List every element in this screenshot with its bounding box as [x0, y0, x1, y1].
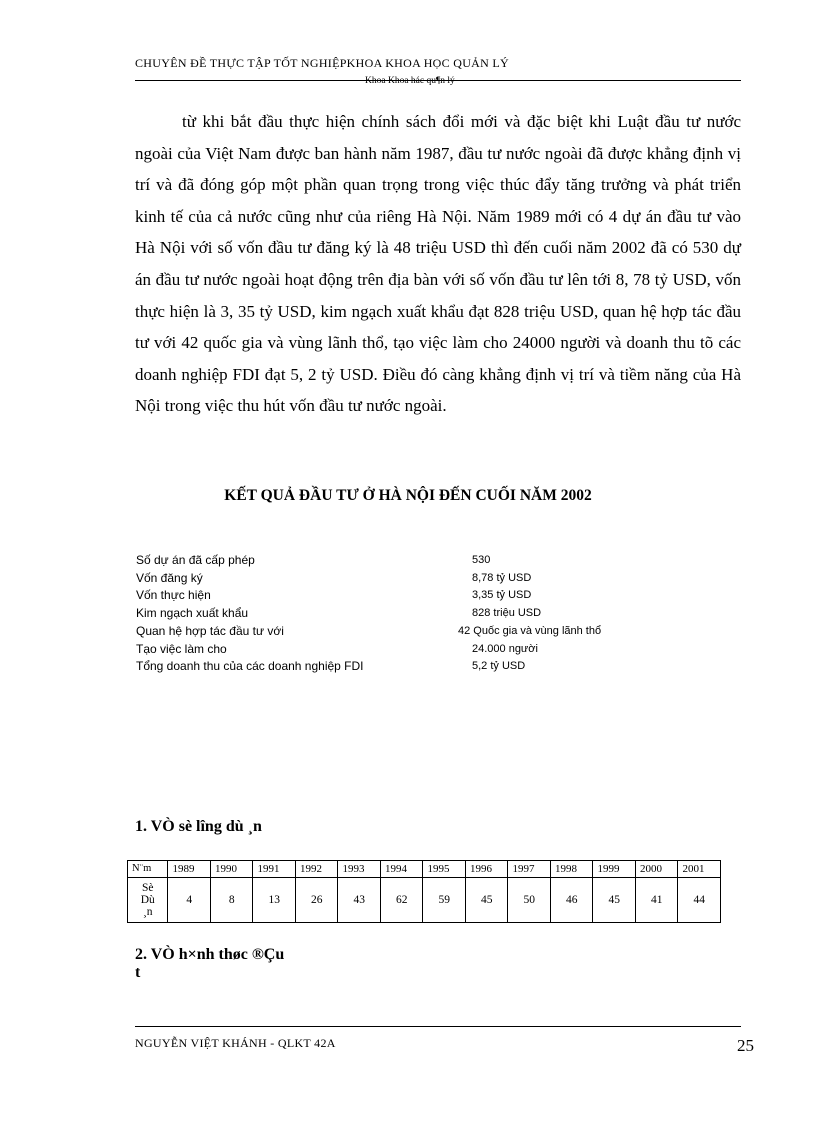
count-cell: 43	[338, 878, 381, 923]
count-cell: 26	[295, 878, 338, 923]
heading-project-count: 1. VÒ sè lîng dù ¸n	[135, 818, 262, 835]
year-cell: 1998	[550, 861, 593, 878]
footer-author: NGUYỄN VIỆT KHÁNH - QLKT 42A	[135, 1036, 336, 1050]
year-cell: 2000	[635, 861, 678, 878]
count-cell: 50	[508, 878, 551, 923]
count-header-line: ¸n	[142, 906, 153, 918]
results-row	[136, 605, 601, 623]
results-row	[136, 587, 601, 605]
count-cell: 46	[550, 878, 593, 923]
result-label: Số dự án đã cấp phép	[136, 553, 255, 567]
count-cell: 45	[593, 878, 636, 923]
projects-by-year-table	[127, 860, 721, 923]
count-header-line: Dù	[140, 894, 155, 906]
results-row	[136, 658, 601, 676]
count-row	[128, 878, 721, 923]
count-cell: 45	[465, 878, 508, 923]
year-cell: 1999	[593, 861, 636, 878]
result-value: 3,35 tỷ USD	[472, 589, 532, 602]
result-value: 828 triệu USD	[472, 607, 542, 620]
count-cell: 13	[253, 878, 296, 923]
year-row	[128, 861, 721, 878]
header-divider	[135, 80, 741, 81]
year-cell: 1996	[465, 861, 508, 878]
count-cell: 41	[635, 878, 678, 923]
result-value: 42 Quốc gia và vùng lãnh thổ	[458, 624, 602, 637]
result-label: Quan hệ hợp tác đầu tư với	[136, 623, 284, 638]
result-label: Vốn thực hiện	[136, 588, 211, 603]
result-value: 8,78 tỷ USD	[472, 571, 532, 584]
result-label: Tạo việc làm cho	[136, 641, 227, 656]
year-cell: 2001	[678, 861, 721, 878]
result-value: 530	[472, 554, 491, 566]
year-header-cell: N¨m	[128, 861, 168, 878]
year-cell: 1989	[168, 861, 211, 878]
count-cell: 8	[210, 878, 253, 923]
results-table	[136, 552, 601, 676]
heading-investment-form: 2. VÒ h×nh thøc ®Çu t	[135, 946, 285, 981]
result-label: Vốn đăng ký	[136, 570, 203, 585]
count-cell: 62	[380, 878, 423, 923]
year-cell: 1990	[210, 861, 253, 878]
count-cell: 44	[678, 878, 721, 923]
page-header-title: CHUYÊN ĐỀ THỰC TẬP TỐT NGHIỆPKHOA KHOA HỌC QUẢN LÝ	[135, 56, 509, 70]
count-header-line: Sè	[141, 882, 154, 894]
body-paragraph: từ khi bắt đầu thực hiện chính sách đổi mới và đặc biệt khi Luật đầu tư nước ngoài của Việt Nam được ban hành năm 1987, đầu tư nước ngoài đã được khẳng định vị trí và đã đóng góp một phần quan trọng trong việc thúc đẩy tăng trưởng và phát triển kinh tế của cả nước cũng như của riêng Hà Nội. Năm 1989 mới có 4 dự án đầu tư vào Hà Nội với số vốn đầu tư đăng ký là 48 triệu USD thì đến cuối năm 2002 đã có 530 dự án đầu tư nước ngoài hoạt động trên địa bàn với số vốn đầu tư lên tới 8, 78 tỷ USD, vốn thực hiện là 3, 35 tỷ USD, kim ngạch xuất khẩu đạt 828 triệu USD, quan hệ hợp tác đầu tư với 42 quốc gia và vùng lãnh thổ, tạo việc làm cho 24000 người và doanh thu tõ các doanh nghiệp FDI đạt 5, 2 tỷ USD. Điều đó càng khẳng định vị trí và tiềm năng của Hà Nội trong việc thu hút vốn đầu tư nước ngoài.	[135, 112, 741, 416]
results-row	[136, 641, 601, 659]
year-cell: 1991	[253, 861, 296, 878]
result-value: 5,2 tỷ USD	[472, 660, 526, 673]
year-cell: 1993	[338, 861, 381, 878]
count-cell: 4	[168, 878, 211, 923]
results-row	[136, 623, 601, 641]
page-header-subtitle: Khoa Khoa hác qu¶n lý	[365, 76, 455, 86]
year-cell: 1994	[380, 861, 423, 878]
results-section-title: KẾT QUẢ ĐẦU TƯ Ở HÀ NỘI ĐẾN CUỐI NĂM 2002	[224, 487, 592, 504]
footer-divider	[135, 1026, 741, 1027]
results-row	[136, 552, 601, 570]
result-label: Kim ngạch xuất khẩu	[136, 606, 249, 621]
year-cell: 1995	[423, 861, 466, 878]
result-label: Tổng doanh thu của các doanh nghiệp FDI	[136, 659, 364, 674]
count-cell: 59	[423, 878, 466, 923]
page-number: 25	[737, 1036, 754, 1055]
year-cell: 1992	[295, 861, 338, 878]
year-cell: 1997	[508, 861, 551, 878]
result-value: 24.000 người	[472, 642, 538, 655]
results-row	[136, 570, 601, 588]
count-header-cell	[128, 878, 168, 923]
